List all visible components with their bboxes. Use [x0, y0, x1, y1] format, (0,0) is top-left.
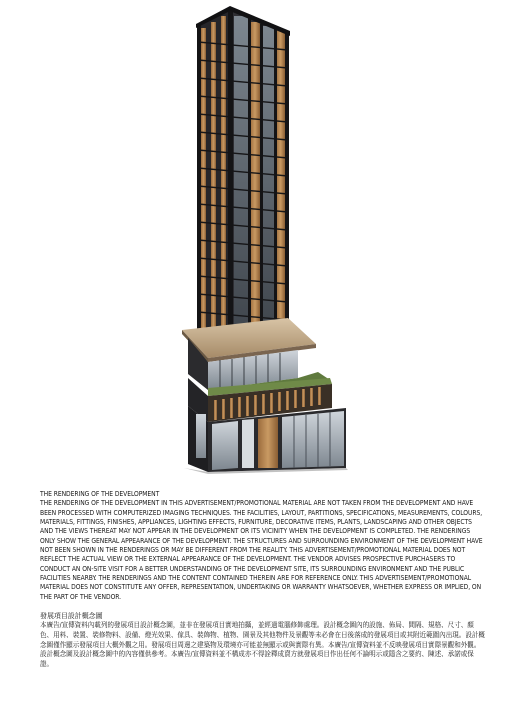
building-tower-rendering-icon [168, 2, 358, 476]
disclaimer-en-heading: THE RENDERING OF THE DEVELOPMENT [40, 490, 160, 498]
tower-right-facade [234, 16, 285, 340]
disclaimer-zh-body: 本廣告/宣傳資料內載列的發展項目設計概念圖，並非在發展項目實地拍攝，並經過電腦修飾處理。設計概念圖內的設施、佈局、間隔、規格、尺寸、顏色、用料、裝置、裝修物料、設備、燈光效果、傢具、裝飾物、植物、園景及其他物件及景觀等未必會在日後落成的發展項目或其附近範圍內出現。設計概念圖僅作顯示發展項目大概外觀之用。發展項目周邊之建築物及環境亦可能並無顯示或與實際有異。本廣告/宣傳資料並不反映發展項目實際景觀和外觀。設計概念圖及設計概念圖中的內容僅供參考。本廣告/宣傳資料並不構成亦不得詮釋成賣方就發展項目作出任何不論明示或隱含之要約、陳述、承諾或保證。 [40, 621, 485, 668]
development-rendering [168, 2, 358, 476]
disclaimer-zh-heading: 發展項目設計概念圖 [40, 612, 103, 621]
tower-left-facade [201, 16, 226, 340]
disclaimer-block [40, 490, 485, 669]
disclaimer-en-body: THE RENDERING OF THE DEVELOPMENT IN THIS ADVERTISEMENT/PROMOTIONAL MATERIAL ARE NOT TAKEN FROM THE DEVELOPMENT AND HAVE BEEN PROCESSED WITH COMPUTERIZED IMAGING TECHNIQUES. THE FACILITIES, LAYOUT, PARTITIONS, SPECIFICATIONS, MEASUREMENTS, COLOURS, MATERIALS, FITTINGS, FINISHES, APPLIANCES, LIGHTING EFFECTS, FURNITURE, DECORATIVE ITEMS, PLANTS, LANDSCAPING AND OTHER OBJECTS AND THE VIEWS THEREAT MAY NOT APPEAR IN THE DEVELOPMENT OR ITS VICINITY WHEN THE DEVELOPMENT IS COMPLETED. THE RENDERINGS ONLY SHOW THE GENERAL APPEARANCE OF THE DEVELOPMENT. THE STRUCTURES AND SURROUNDING ENVIRONMENT OF THE DEVELOPMENT HAVE NOT BEEN SHOWN IN THE RENDERINGS OR MAY BE DIFFERENT FROM THE REALITY. THIS ADVERTISEMENT/PROMOTIONAL MATERIAL DOES NOT REFLECT THE ACTUAL VIEW OR THE EXTERNAL APPEARANCE OF THE DEVELOPMENT. THE VENDOR ADVISES PROSPECTIVE PURCHASERS TO CONDUCT AN ON-SITE VISIT FOR A BETTER UNDERSTANDING OF THE DEVELOPMENT SITE, ITS SURROUNDING ENVIRONMENT AND THE PUBLIC FACILITIES NEARBY. THE RENDERINGS AND THE CONTENT CONTAINED THEREIN ARE FOR REFERENCE ONLY. THIS ADVERTISEMENT/PROMOTIONAL MATERIAL DOES NOT CONSTITUTE ANY OFFER, REPRESENTATION, UNDERTAKING OR WARRANTY WHATSOEVER, WHETHER EXPRESS OR IMPLIED, ON THE PART OF THE VENDOR. [40, 499, 483, 601]
